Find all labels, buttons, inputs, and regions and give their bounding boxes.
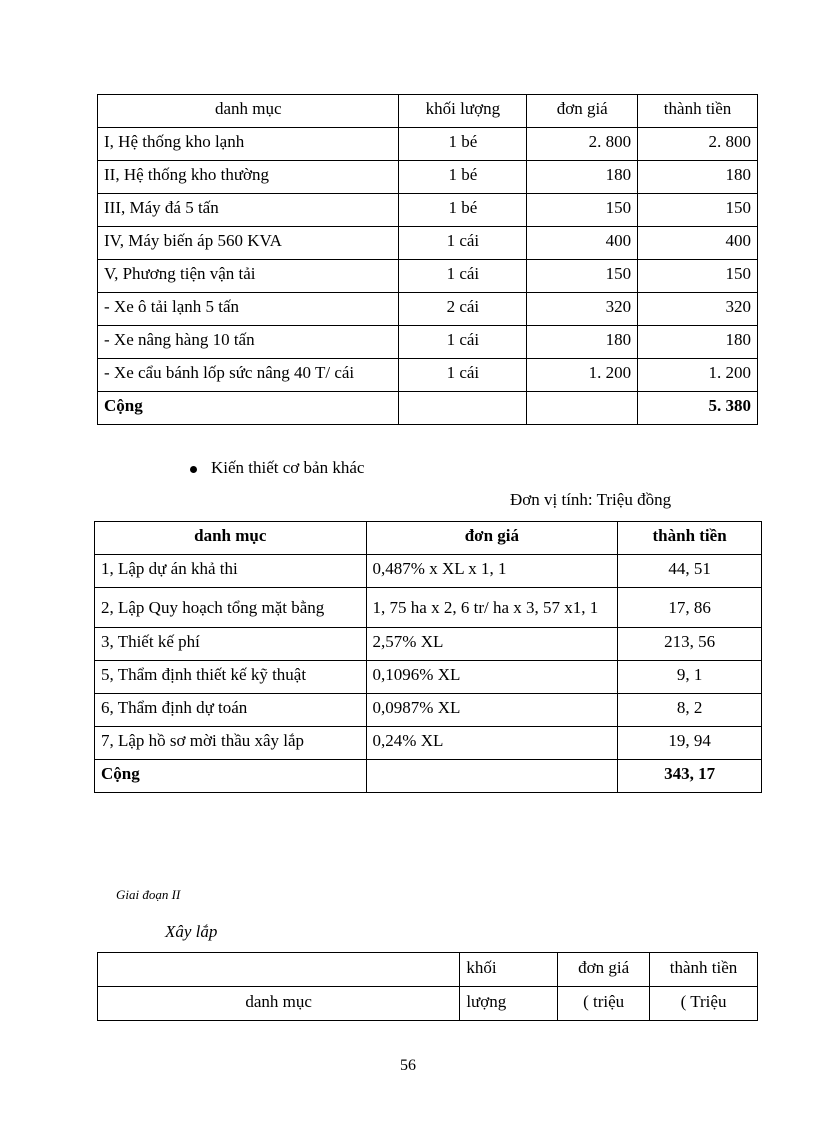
header-cell [98,953,460,987]
amount-cell: 180 [638,326,758,359]
unit-price-cell: 400 [527,227,638,260]
amount-cell: 180 [638,161,758,194]
quantity-cell: 1 cái [399,260,527,293]
item-name-cell: IV, Máy biến áp 560 KVA [98,227,399,260]
table-header-row [98,95,758,128]
table-header-row [98,987,758,1021]
item-name-cell: V, Phương tiện vận tải [98,260,399,293]
quantity-cell: 1 bé [399,161,527,194]
header-cell: đơn giá [366,522,618,555]
header-cell: khối [460,953,558,987]
table-row [98,227,758,260]
item-name-cell: 5, Thẩm định thiết kế kỹ thuật [95,661,367,694]
unit-price-cell: 320 [527,293,638,326]
unit-price-cell: 0,24% XL [366,727,618,760]
item-name-cell: 7, Lập hồ sơ mời thầu xây lắp [95,727,367,760]
amount-cell: 9, 1 [618,661,762,694]
table-row [95,555,762,588]
equipment-cost-table [97,94,758,425]
unit-price-cell: 180 [527,161,638,194]
table-row [95,661,762,694]
empty-cell [399,392,527,425]
header-cell: danh mục [95,522,367,555]
item-name-cell: I, Hệ thống kho lạnh [98,128,399,161]
construction-table [97,952,758,1021]
total-label: Cộng [95,760,367,793]
amount-cell: 150 [638,260,758,293]
header-cell: thành tiền [650,953,758,987]
header-cell: lượng [460,987,558,1021]
header-cell: danh mục [98,987,460,1021]
item-name-cell: 6, Thẩm định dự toán [95,694,367,727]
table-row [95,628,762,661]
section-title: Xây lắp [165,922,218,941]
header-cell: đơn giá [558,953,650,987]
table-row [95,694,762,727]
amount-cell: 150 [638,194,758,227]
header-cell: ( Triệu [650,987,758,1021]
amount-cell: 8, 2 [618,694,762,727]
unit-price-cell: 0,487% x XL x 1, 1 [366,555,618,588]
bullet-text: Kiến thiết cơ bản khác [211,458,365,477]
total-label: Cộng [98,392,399,425]
unit-price-cell: 0,0987% XL [366,694,618,727]
item-name-cell: 1, Lập dự án khả thi [95,555,367,588]
table-row [95,727,762,760]
quantity-cell: 1 cái [399,227,527,260]
item-name-cell: III, Máy đá 5 tấn [98,194,399,227]
empty-cell [366,760,618,793]
unit-price-cell: 180 [527,326,638,359]
quantity-cell: 1 cái [399,326,527,359]
item-name-cell: 2, Lập Quy hoạch tổng mặt bằng [95,588,367,628]
quantity-cell: 1 bé [399,194,527,227]
table-row [98,260,758,293]
item-name-cell: II, Hệ thống kho thường [98,161,399,194]
unit-price-cell: 2. 800 [527,128,638,161]
total-row [98,392,758,425]
item-name-cell: - Xe cẩu bánh lốp sức nâng 40 T/ cái [98,359,399,392]
bullet-item [190,458,364,478]
amount-cell: 2. 800 [638,128,758,161]
amount-cell: 400 [638,227,758,260]
header-cell: đơn giá [527,95,638,128]
table-header-row [98,953,758,987]
phase-title: Giai đoạn II [116,887,181,902]
quantity-cell: 1 cái [399,359,527,392]
table-row [98,359,758,392]
empty-cell [527,392,638,425]
total-value: 343, 17 [618,760,762,793]
table-row [98,293,758,326]
total-value: 5. 380 [638,392,758,425]
amount-cell: 44, 51 [618,555,762,588]
other-construction-cost-table [94,521,762,793]
page-number: 56 [400,1057,416,1074]
header-cell: ( triệu [558,987,650,1021]
table-row [98,194,758,227]
amount-cell: 17, 86 [618,588,762,628]
item-name-cell: 3, Thiết kế phí [95,628,367,661]
unit-price-cell: 1, 75 ha x 2, 6 tr/ ha x 3, 57 x1, 1 [366,588,618,628]
amount-cell: 1. 200 [638,359,758,392]
unit-note: Đơn vị tính: Triệu đồng [510,490,672,509]
table-row [98,326,758,359]
header-cell: danh mục [98,95,399,128]
quantity-cell: 1 bé [399,128,527,161]
table-row [98,161,758,194]
amount-cell: 320 [638,293,758,326]
table-row [95,588,762,628]
amount-cell: 213, 56 [618,628,762,661]
amount-cell: 19, 94 [618,727,762,760]
header-cell: khối lượng [399,95,527,128]
total-row [95,760,762,793]
table-row [98,128,758,161]
bullet-dot-icon [190,466,197,473]
item-name-cell: - Xe nâng hàng 10 tấn [98,326,399,359]
item-name-cell: - Xe ô tải lạnh 5 tấn [98,293,399,326]
quantity-cell: 2 cái [399,293,527,326]
unit-price-cell: 2,57% XL [366,628,618,661]
unit-price-cell: 150 [527,260,638,293]
unit-price-cell: 150 [527,194,638,227]
header-cell: thành tiền [618,522,762,555]
unit-price-cell: 1. 200 [527,359,638,392]
header-cell: thành tiền [638,95,758,128]
unit-price-cell: 0,1096% XL [366,661,618,694]
table-header-row [95,522,762,555]
